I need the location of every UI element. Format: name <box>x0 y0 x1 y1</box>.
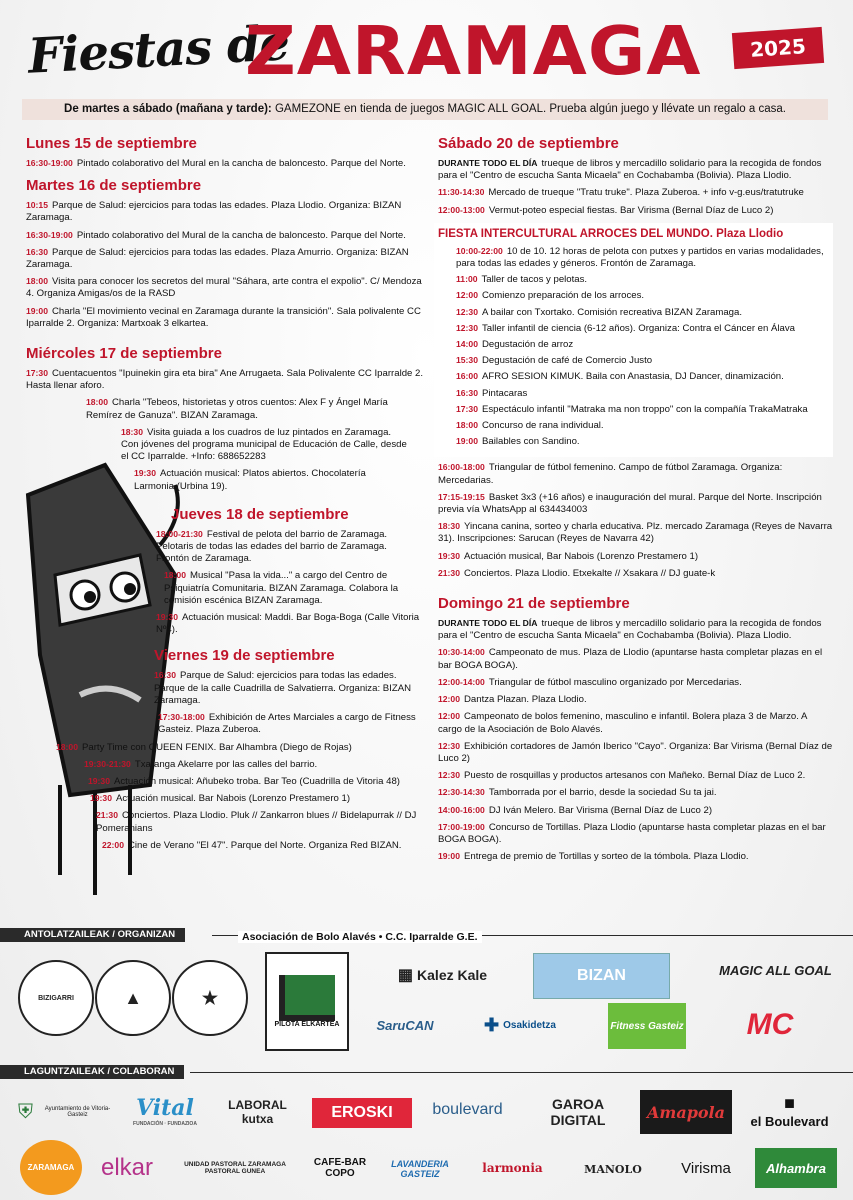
event-text: Degustación de arroz <box>481 339 574 351</box>
event-time: 10:00-22:00 <box>456 245 503 256</box>
event-time: 10:30-14:00 <box>438 647 485 658</box>
lavanderia-logo: LAVANDERIA GASTEIZ <box>391 1159 449 1179</box>
event-time: 12:00 <box>456 290 478 301</box>
event-item <box>438 567 833 580</box>
event-text: Mercado de trueque "Tratu truke". Plaza Zuberoa. + info v-g.eus/tratutruke <box>488 187 804 199</box>
day-heading-thursday: Jueves 18 de septiembre <box>171 505 349 523</box>
event-item <box>438 821 833 846</box>
event-item <box>456 289 825 302</box>
event-text: Charla "Tebeos, historietas y otros cuentos: Alex F y Ángel María Remírez de Ganuza". BIZAN Zaramaga. <box>86 397 388 421</box>
event-text: Bailables con Sandino. <box>481 436 580 448</box>
gamezone-banner <box>22 99 828 120</box>
event-time: 18:00 <box>86 397 108 408</box>
event-item <box>438 786 833 799</box>
event-time: 19:30 <box>88 775 110 786</box>
event-time: 11:00 <box>456 274 478 285</box>
event-text: trueque de libros y mercadillo solidario para la recogida de fondos para el "Centro de escucha Santa Micaela" en Cochabamba (Bolivia). Plaza Llodio. <box>438 618 822 642</box>
fitness-gasteiz-logo: Fitness Gasteiz <box>608 1003 686 1049</box>
manolo-logo: MANOLO <box>584 1162 642 1176</box>
day-heading-sunday: Domingo 21 de septiembre <box>438 595 630 613</box>
event-text: Degustación de café de Comercio Justo <box>481 355 653 367</box>
event-text: Triangular de fútbol masculino organizado por Mercedarias. <box>488 676 742 688</box>
event-time: 12:30 <box>438 770 460 781</box>
day-heading-wednesday: Miércoles 17 de septiembre <box>26 345 222 363</box>
event-item <box>26 275 426 300</box>
event-text: A bailar con Txortako. Comisión recreativa BIZAN Zaramaga. <box>481 306 743 318</box>
banner-bold: De martes a sábado (mañana y tarde): <box>64 103 272 115</box>
cafe-bar-copo-logo: CAFE-BAR COPO <box>313 1157 367 1179</box>
zaramaga-logo: ZARAMAGA <box>20 1140 82 1195</box>
event-text: Parque de Salud: ejercicios para todas las edades. Plaza Amurrio. Organiza: BIZAN Zaramaga. <box>26 246 409 271</box>
boulevard-b-icon: ■ <box>784 1093 795 1113</box>
left-column <box>26 128 426 856</box>
larmonia-logo: larmonia <box>482 1161 543 1175</box>
event-text: Espectáculo infantil "Matraka ma non troppo" con la compañía TrakaMatraka <box>481 403 808 415</box>
event-time: 12:30-14:30 <box>438 787 485 798</box>
pilota-elkartea-logo: PILOTA ELKARTEA <box>265 952 349 1051</box>
event-text: Entrega de premio de Tortillas y sorteo de la tómbola. Plaza Llodio. <box>463 851 749 863</box>
pilota-court-shape <box>279 975 335 1021</box>
event-time: 18:30 <box>438 521 460 532</box>
event-time: 16:30 <box>456 387 478 398</box>
event-time: 19:00 <box>456 436 478 447</box>
event-item <box>438 804 833 817</box>
osakidetza-logo: ✚ Osakidetza <box>484 1014 556 1035</box>
event-time: 17:30 <box>26 368 48 379</box>
event-time: 19:00 <box>26 305 48 316</box>
elkar-logo: elkar <box>100 1154 154 1181</box>
event-text: Exhibición de Artes Marciales a cargo de Fitness Gasteiz. Plaza Zuberoa. <box>158 712 416 736</box>
event-time: 16:30-19:00 <box>26 158 73 168</box>
event-time: 19:30 <box>134 468 156 479</box>
event-time: DURANTE TODO EL DÍA <box>438 158 538 168</box>
day-heading-monday: Lunes 15 de septiembre <box>26 135 197 152</box>
bizan-logo: BIZAN <box>533 953 670 999</box>
event-item <box>26 199 426 224</box>
event-text: Concurso de Tortillas. Plaza Llodio (apuntarse hasta completar plazas en el bar BOGA BOGA). <box>438 821 826 845</box>
eroski-logo: EROSKI <box>312 1098 412 1128</box>
event-item <box>456 387 825 400</box>
event-time: 16:30 <box>26 246 48 257</box>
event-text: Taller de tacos y pelotas. <box>481 274 588 286</box>
event-item <box>438 617 833 642</box>
event-time: 12:30 <box>456 306 478 317</box>
event-item <box>134 467 404 492</box>
event-time: 21:30 <box>438 567 460 578</box>
asociacion-victimas-logo: ★ <box>172 960 248 1036</box>
virisma-logo: Virisma <box>681 1159 731 1177</box>
event-item <box>438 710 833 735</box>
event-text: Pintado colaborativo del Mural de la cancha de baloncesto. Parque del Norte. <box>76 229 406 241</box>
boulevard-hotel-logo: boulevard <box>432 1101 503 1118</box>
event-text: Cine de Verano "El 47". Parque del Norte. Organiza Red BIZAN. <box>127 839 402 851</box>
event-text: Actuación musical: Platos abiertos. Chocolatería Larmonia (Urbina 19). <box>134 468 366 492</box>
event-time: 12:30 <box>456 322 478 333</box>
event-time: 21:30 <box>96 810 118 821</box>
event-item <box>438 186 833 199</box>
event-item <box>102 839 426 852</box>
event-text: Txaranga Akelarre por las calles del barrio. <box>134 758 318 770</box>
event-time: 18:00 <box>26 276 48 287</box>
event-item <box>84 758 426 771</box>
event-time: 18:30 <box>121 426 143 437</box>
organizers-subtitle: Asociación de Bolo Alavés • C.C. Iparralde G.E. <box>238 931 482 943</box>
event-item <box>456 245 825 270</box>
event-time: 14:00 <box>456 339 478 350</box>
event-item <box>438 676 833 689</box>
event-text: Basket 3x3 (+16 años) e inauguración del mural. Parque del Norte. Inscripción previa vía WhatsApp al 634434003 <box>438 491 822 516</box>
event-item <box>456 306 825 319</box>
event-time: 16:30 <box>154 670 176 681</box>
event-item <box>438 204 833 217</box>
event-text: Triangular de fútbol femenino. Campo de fútbol Zaramaga. Organiza: Mercedarias. <box>438 462 783 486</box>
day-heading-saturday: Sábado 20 de septiembre <box>438 135 619 152</box>
event-time: 16:00-18:00 <box>438 462 485 473</box>
event-text: Campeonato de bolos femenino, masculino e infantil. Bolera plaza 3 de Marzo. A cargo de la Asociación de Bolo Alavés. <box>438 711 807 735</box>
event-time: 18:00 <box>456 420 478 431</box>
event-item <box>158 711 416 736</box>
event-item <box>456 338 825 351</box>
title-script: Fiestas de <box>26 15 291 85</box>
event-text: Musical "Pasa la vida..." a cargo del Centro de Psiquiatría Comunitaria. BIZAN Zaramaga. Colabora la comisión escénica BIZAN Zaramaga. <box>164 570 399 606</box>
event-text: Campeonato de mus. Plaza de Llodio (apuntarse hasta completar plazas en el bar BOGA BOGA). <box>438 647 823 671</box>
event-item <box>456 370 825 383</box>
event-item <box>26 305 426 330</box>
event-text: Parque de Salud: ejercicios para todas las edades. Parque de la calle Cuadrilla de Salvatierra. Organiza: BIZAN Zaramaga. <box>154 670 412 706</box>
event-item <box>438 550 833 563</box>
festival-heading: FIESTA INTERCULTURAL ARROCES DEL MUNDO. Plaza Llodio <box>438 227 784 240</box>
event-item <box>121 426 411 464</box>
event-text: Cuentacuentos "Ipuinekin gira eta bira" Ane Arrugaeta. Sala Polivalente CC Iparralde 2. Hasta llenar aforo. <box>26 368 424 392</box>
sarucan-logo: SaruCAN <box>376 1017 434 1033</box>
event-item <box>438 157 833 182</box>
event-item <box>438 491 833 516</box>
alhambra-logo: Alhambra <box>755 1148 837 1188</box>
event-text: Party Time con QUEEN FENIX. Bar Alhambra (Diego de Rojas) <box>81 741 352 753</box>
magic-all-goal-logo: MAGIC ALL GOAL <box>719 962 832 978</box>
el-boulevard-logo: ■ el Boulevard <box>750 1093 829 1129</box>
event-time: 19:30-21:30 <box>84 758 131 769</box>
event-text: Conciertos. Plaza Llodio. Etxekalte // Xsakara // DJ guate-k <box>463 567 716 579</box>
event-item <box>438 850 833 863</box>
event-text: AFRO SESION KIMUK. Baila con Anastasia, DJ Dancer, dinamización. <box>481 371 784 383</box>
event-text: Conciertos. Plaza Llodio. Pluk // Zankarron blues // Bidelapurrak // DJ Pomeranians <box>96 810 417 834</box>
event-item <box>438 769 833 782</box>
unidad-pastoral-logo: UNIDAD PASTORAL ZARAMAGA PASTORAL GUNEA <box>184 1161 286 1175</box>
event-item <box>154 669 416 707</box>
event-text: Pintado colaborativo del Mural en la cancha de baloncesto. Parque del Norte. <box>76 158 406 169</box>
event-text: Dantza Plazan. Plaza Llodio. <box>463 694 587 706</box>
event-item <box>26 246 426 271</box>
event-text: Exhibición cortadores de Jamón Iberico "Cayo". Organiza: Bar Virisma (Bernal Díaz de Luco 2) <box>438 740 833 764</box>
day-heading-friday: Viernes 19 de septiembre <box>154 647 335 665</box>
event-time: 12:00-13:00 <box>438 204 485 215</box>
event-text: Pintacaras <box>481 387 528 399</box>
event-text: Actuación musical: Añubeko troba. Bar Teo (Cuadrilla de Vitoria 48) <box>113 775 401 787</box>
event-time: 12:00 <box>438 694 460 705</box>
ayuntamiento-logo: ⛨ Ayuntamiento de Vitoria-Gasteiz <box>18 1100 111 1123</box>
bizigarri-logo: BIZIGARRI <box>18 960 94 1036</box>
laboral-kutxa-logo: LABORAL kutxa <box>228 1098 287 1126</box>
event-text: Vermut-poteo especial fiestas. Bar Virisma (Bernal Díaz de Luco 2) <box>488 204 774 216</box>
event-time: 17:00-19:00 <box>438 821 485 832</box>
event-text: Parque de Salud: ejercicios para todas las edades. Plaza Llodio. Organiza: BIZAN Zaramaga. <box>26 200 402 224</box>
banner-text: GAMEZONE en tienda de juegos MAGIC ALL GOAL. Prueba algún juego y llévate un regalo a casa. <box>271 103 786 115</box>
event-item <box>438 740 833 765</box>
event-item <box>86 396 426 421</box>
event-time: 14:00-16:00 <box>438 804 485 815</box>
event-text: Concurso de rana individual. <box>481 420 604 432</box>
event-time: 17:30 <box>456 403 478 414</box>
event-text: Actuación musical, Bar Nabois (Lorenzo Prestamero 1) <box>463 550 699 562</box>
event-text: Actuación musical. Bar Nabois (Lorenzo Prestamero 1) <box>115 793 351 805</box>
event-text: Puesto de rosquillas y productos artesanos con Mañeko. Bernal Díaz de Luco 2. <box>463 770 806 782</box>
title-main: ZARAMAGA <box>245 12 702 90</box>
event-text: Actuación musical: Maddi. Bar Boga-Boga (Calle Vitoria Nº4). <box>156 612 420 636</box>
event-text: Visita guiada a los cuadros de luz pintados en Zaramaga. Con jóvenes del programa municipal de Educación de Calle, desde el CC Iparralde. +Info: 688652283 <box>121 426 407 463</box>
event-text: Taller infantil de ciencia (6-12 años). Organiza: Contra el Cáncer en Álava <box>481 322 796 334</box>
event-item <box>26 367 426 392</box>
day-heading-tuesday: Martes 16 de septiembre <box>26 177 202 195</box>
event-time: 11:30-14:30 <box>438 187 485 198</box>
event-item <box>90 792 426 805</box>
event-item <box>456 403 825 416</box>
event-time: 18:00 <box>56 741 78 752</box>
event-item <box>156 528 421 566</box>
event-time: 19:30 <box>438 550 460 561</box>
right-column <box>438 128 833 867</box>
event-text: Yincana canina, sorteo y charla educativa. Plz. mercado Zaramaga (Reyes de Navarra 31). Inscripciones: Sarucan (Reyes de Navarra 42) <box>438 521 833 545</box>
event-time: 19:30 <box>156 612 178 623</box>
event-item <box>96 809 421 834</box>
festival-box <box>434 223 833 458</box>
event-item <box>438 646 833 671</box>
event-time: 16:00 <box>456 371 478 382</box>
amapola-logo: Amapola <box>640 1090 732 1134</box>
event-item <box>438 520 833 545</box>
event-text: Charla "El movimiento vecinal en Zaramaga durante la transición". Sala polivalente CC Iparralde 2. Organiza: Martxoak 3 elkartea. <box>26 305 421 329</box>
event-time: 16:30-19:00 <box>26 229 73 240</box>
event-time: 15:30 <box>456 355 478 366</box>
mc-logo: MC <box>746 1008 794 1041</box>
poster-header <box>0 0 853 95</box>
event-item <box>438 693 833 706</box>
event-item <box>26 157 426 170</box>
event-time: 12:00 <box>438 711 460 722</box>
event-item <box>456 419 825 432</box>
vital-logo: Vital FUNDACIÓN · FUNDAZIOA <box>133 1095 197 1127</box>
comision-fiestas-logo: ▲ <box>95 960 171 1036</box>
event-item <box>88 775 426 788</box>
event-text: Tamborrada por el barrio, desde la sociedad Su ta jai. <box>488 787 717 799</box>
event-time: 10:15 <box>26 200 48 211</box>
event-text: Festival de pelota del barrio de Zaramaga. Pelotaris de todas las edades del barrio de Zaramaga. Frontón de Zaramaga. <box>156 528 388 565</box>
event-time: 17:15-19:15 <box>438 491 485 502</box>
event-text: Comienzo preparación de los arroces. <box>481 290 645 302</box>
collaborators-divider <box>190 1072 853 1073</box>
event-item <box>456 435 825 448</box>
kalez-kale-logo: ▦ Kalez Kale <box>397 967 488 984</box>
garoa-digital-logo: GAROA DIGITAL <box>550 1098 606 1126</box>
event-text: 10 de 10. 12 horas de pelota con putxes y partidos en varias modalidades, para todas las edades y géneros. Frontón de Zaramaga. <box>456 245 824 270</box>
event-time: DURANTE TODO EL DÍA <box>438 618 538 629</box>
event-text: trueque de libros y mercadillo solidario para la recogida de fondos para el "Centro de escucha Santa Micaela" en Cochabamba (Bolivia). Plaza Llodio. <box>438 158 822 182</box>
event-item <box>156 611 421 636</box>
event-text: DJ Iván Melero. Bar Virisma (Bernal Díaz de Luco 2) <box>488 804 713 816</box>
event-item <box>438 461 833 486</box>
collaborators-label: LAGUNTZAILEAK / COLABORAN <box>0 1065 184 1079</box>
event-item <box>456 322 825 335</box>
event-text: Visita para conocer los secretos del mural "Sáhara, arte contra el expolio". C/ Mendoza 4. Organiza Amigas/os de la RASD <box>26 276 422 300</box>
event-time: 18:00-21:30 <box>156 528 203 539</box>
event-item <box>456 354 825 367</box>
year-badge: 2025 <box>732 27 824 69</box>
organizers-label: ANTOLATZAILEAK / ORGANIZAN <box>0 928 185 942</box>
event-time: 17:30-18:00 <box>158 712 205 723</box>
event-time: 18:00 <box>164 570 186 581</box>
event-time: 12:00-14:00 <box>438 676 485 687</box>
event-time: 12:30 <box>438 740 460 751</box>
event-time: 19:00 <box>438 851 460 862</box>
event-item <box>456 273 825 286</box>
event-time: 19:30 <box>90 793 112 804</box>
event-item <box>26 229 426 242</box>
event-time: 22:00 <box>102 839 124 850</box>
event-item <box>164 569 424 607</box>
event-item <box>56 741 426 754</box>
